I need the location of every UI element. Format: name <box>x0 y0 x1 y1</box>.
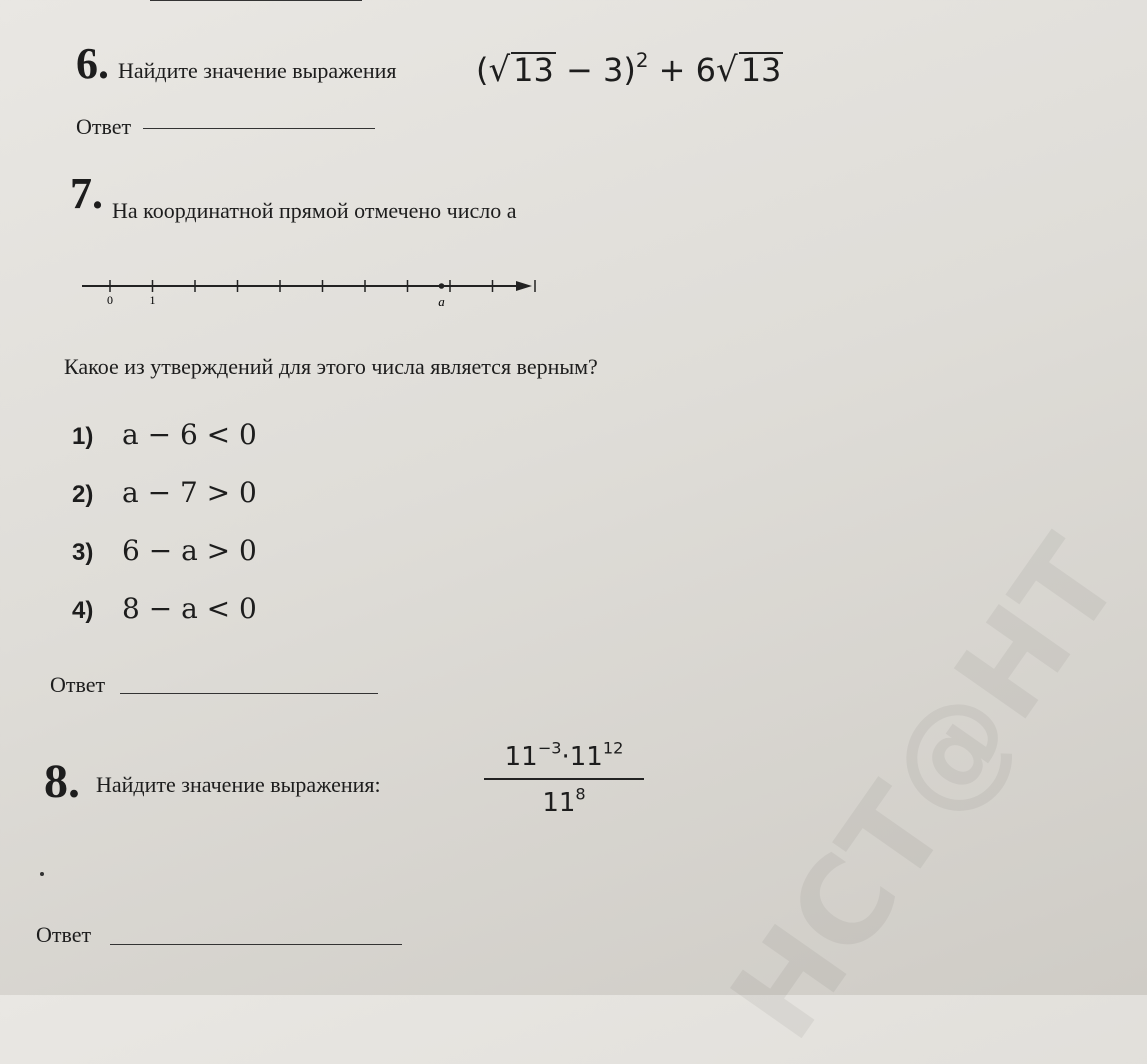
task6-number: 6. <box>76 39 109 88</box>
task6-answer-label: Ответ <box>76 114 132 139</box>
task7-option[interactable] <box>72 476 257 509</box>
task7-text: На координатной прямой отмечено число а <box>112 198 517 223</box>
task8-number: 8. <box>44 755 80 808</box>
task8-answer-label: Ответ <box>36 922 92 947</box>
task7-option[interactable] <box>72 592 257 625</box>
option-expression: 6 − a > 0 <box>122 534 257 567</box>
number-line <box>80 268 550 318</box>
task6-answer-line[interactable] <box>143 128 375 129</box>
option-expression: a − 7 > 0 <box>122 476 257 509</box>
axis-label-zero: 0 <box>107 293 113 307</box>
task8-denominator: $11^8$ <box>542 784 586 818</box>
option-number: 4) <box>72 597 94 624</box>
task7-number: 7. <box>70 169 103 218</box>
axis-arrow <box>516 281 532 291</box>
axis-label-a: a <box>438 294 445 309</box>
task7-option[interactable] <box>72 418 257 451</box>
option-expression: 8 − a < 0 <box>122 592 257 625</box>
axis-point-a <box>439 283 445 289</box>
task7-option[interactable] <box>72 534 257 567</box>
task7-answer-line[interactable] <box>120 693 378 694</box>
task8-fraction-bar <box>484 778 644 780</box>
task6-text: Найдите значение выражения <box>118 58 397 83</box>
option-number: 1) <box>72 423 94 450</box>
task7-answer-label: Ответ <box>50 672 106 697</box>
task8-answer-line[interactable] <box>110 944 402 945</box>
option-number: 2) <box>72 481 94 508</box>
axis-label-one: 1 <box>149 293 156 307</box>
option-number: 3) <box>72 539 94 566</box>
task7-question: Какое из утверждений для этого числа является верным? <box>64 354 598 379</box>
task8-numerator: $11^{-3}\cdot 11^{12}$ <box>504 738 624 772</box>
option-expression: a − 6 < 0 <box>122 418 257 451</box>
top-answer-line <box>150 0 362 1</box>
task6-expression: $(√13 - 3)^2 + 6√13$ <box>476 49 782 90</box>
stray-dot <box>40 872 44 876</box>
task8-fraction <box>484 738 644 818</box>
watermark: НСТ@НТ <box>705 515 1147 1064</box>
task8-text: Найдите значение выражения: <box>96 772 381 797</box>
